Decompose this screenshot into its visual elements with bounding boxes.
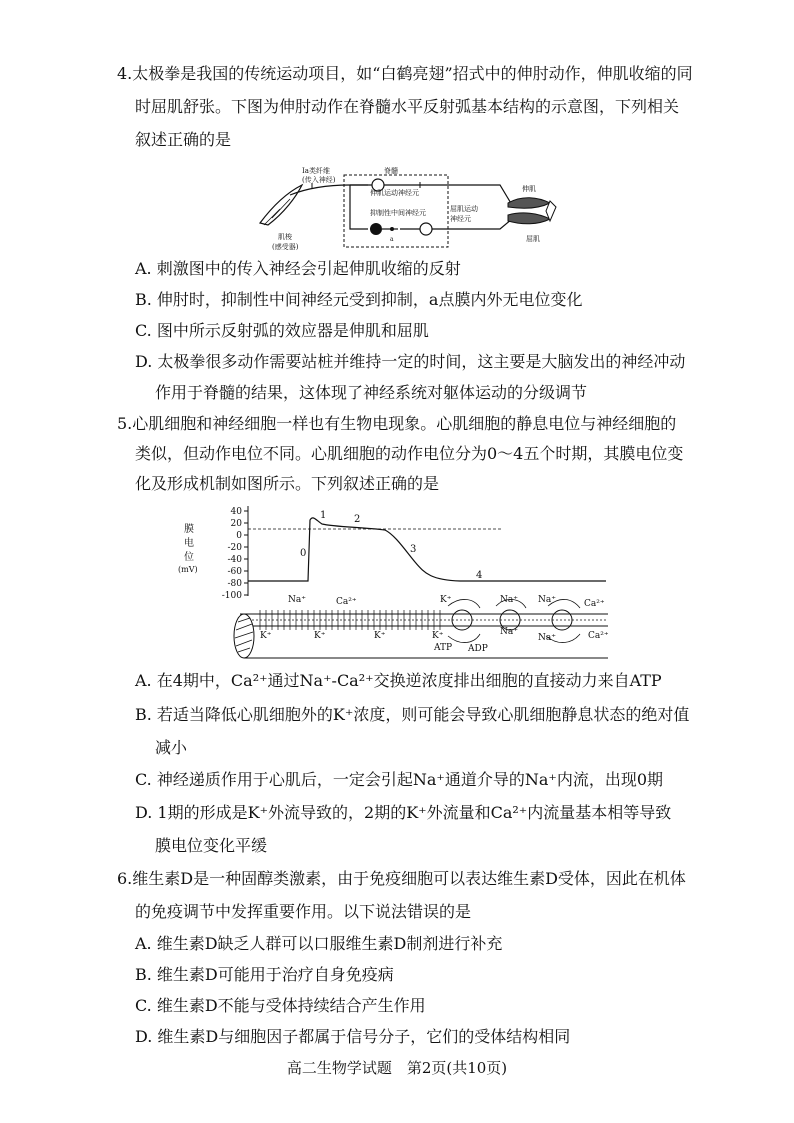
phase-3-label: 3: [410, 544, 417, 555]
q6-option-d: D. 维生素D与细胞因子都属于信号分子，它们的受体结构相同: [135, 1027, 571, 1046]
flexor-motor-label-1: 屈肌运动: [450, 205, 478, 213]
point-a-label: a: [390, 236, 394, 243]
q4-option-c: C. 图中所示反射弧的效应器是伸肌和屈肌: [135, 321, 429, 340]
q4-stem-line-2: 时屈肌舒张。下图为伸肘动作在脊髓水平反射弧基本结构的示意图，下列相关: [135, 97, 680, 116]
phase-1-label: 1: [320, 510, 327, 521]
ion-bottom-k-3: K⁺: [374, 631, 386, 641]
phase-0-label: 0: [300, 548, 307, 559]
q5-stem-line-1: 5.心肌细胞和神经细胞一样也有生物电现象。心肌细胞的静息电位与神经细胞的: [117, 414, 677, 433]
y-tick-label: -60: [227, 567, 242, 577]
ion-bottom-ca: Ca²⁺: [588, 631, 609, 641]
y-tick-label: -20: [227, 543, 242, 553]
flexor-motor-neuron: [420, 223, 432, 235]
q6-option-a: A. 维生素D缺乏人群可以口服维生素D制剂进行补充: [135, 934, 503, 953]
extensor-label: 伸肌: [522, 185, 536, 193]
q5-option-b-line-1: B. 若适当降低心肌细胞外的K⁺浓度，则可能会导致心肌细胞静息状态的绝对值: [135, 705, 690, 724]
q5-stem-line-3: 化及形成机制如图所示。下列叙述正确的是: [135, 474, 440, 493]
y-tick-label: -100: [221, 591, 242, 601]
inhibitory-label: 抑制性中间神经元: [370, 209, 426, 217]
y-tick-label: -80: [227, 579, 242, 589]
ylabel-1: 膜: [184, 524, 194, 535]
q5-option-a: A. 在4期中，Ca²⁺通过Na⁺-Ca²⁺交换逆浓度排出细胞的直接动力来自ATP: [135, 671, 662, 690]
q6-option-b: B. 维生素D可能用于治疗自身免疫病: [135, 965, 394, 984]
flexor-muscle: [508, 213, 550, 224]
ylabel-3: 位: [184, 552, 194, 563]
muscle-spindle-shape: [260, 185, 302, 225]
ion-bottom-k-2: K⁺: [314, 631, 326, 641]
page-footer: 高二生物学试题 第2页(共10页): [286, 1059, 508, 1077]
flexor-label: 屈肌: [526, 235, 540, 243]
ion-top-ca-2: Ca²⁺: [584, 599, 605, 609]
spinal-label: 脊髓: [384, 167, 398, 175]
ion-bottom-k-1: K⁺: [260, 631, 272, 641]
motor-extensor-label: 伸肌运动神经元: [370, 189, 419, 197]
inhibitory-interneuron: [370, 223, 382, 235]
phase-2-label: 2: [354, 514, 361, 525]
y-tick-label: 0: [236, 531, 242, 541]
y-tick-label: 20: [230, 519, 242, 529]
afferent-label-2: (传入神经): [302, 176, 336, 184]
ion-top-na-2: Na⁺: [500, 595, 518, 605]
ylabel-2: 电: [184, 538, 194, 549]
ion-top-na-3: Na⁺: [538, 595, 556, 605]
q4-option-a: A. 刺激图中的传入神经会引起伸肌收缩的反射: [135, 259, 461, 278]
q5-option-d-line-1: D. 1期的形成是K⁺外流导致的，2期的K⁺外流量和Ca²⁺内流量基本相等导致: [135, 803, 672, 822]
ion-top-ca-1: Ca²⁺: [336, 597, 357, 607]
spindle-label-2: (感受器): [272, 243, 299, 251]
action-potential-figure: [170, 500, 620, 666]
q5-option-d-line-2: 膜电位变化平缓: [155, 836, 268, 855]
q6-option-c: C. 维生素D不能与受体持续结合产生作用: [135, 996, 426, 1015]
afferent-fiber: [290, 185, 378, 195]
q6-stem-line-2: 的免疫调节中发挥重要作用。以下说法错误的是: [135, 902, 472, 921]
q4-option-d-line-1: D. 太极拳很多动作需要站桩并维持一定的时间，这主要是大脑发出的神经冲动: [135, 352, 686, 371]
y-tick-label: 40: [230, 507, 242, 517]
q4-option-d-line-2: 作用于脊髓的结果，这体现了神经系统对躯体运动的分级调节: [155, 383, 588, 402]
phase-4-label: 4: [476, 570, 483, 581]
q4-stem-line-3: 叙述正确的是: [135, 130, 232, 149]
q5-option-b-line-2: 减小: [155, 738, 188, 757]
y-tick-label: -40: [227, 555, 242, 565]
reflex-arc-diagram: [250, 163, 560, 258]
extensor-muscle: [508, 198, 550, 208]
point-a: [390, 227, 394, 231]
afferent-label-1: Ⅰa类纤维: [302, 167, 330, 175]
membrane-end-cap: [234, 614, 254, 658]
flexor-motor-label-2: 神经元: [450, 215, 471, 223]
y-ticks: [222, 507, 248, 601]
q5-stem-line-2: 类似，但动作电位不同。心肌细胞的动作电位分为0～4五个时期，其膜电位变: [135, 444, 684, 463]
ion-bottom-na-1: Na⁺: [500, 627, 518, 637]
q4-option-b: B. 伸肘时，抑制性中间神经元受到抑制，a点膜内外无电位变化: [135, 290, 583, 309]
ion-top-k: K⁺: [440, 595, 452, 605]
ion-bottom-k-4: K⁺: [432, 631, 444, 641]
q6-stem-line-1: 6.维生素D是一种固醇类激素，由于免疫细胞可以表达维生素D受体，因此在机体: [117, 869, 686, 888]
adp-label: ADP: [468, 644, 488, 654]
ion-top-na-1: Na⁺: [288, 595, 306, 605]
ion-bottom-na-2: Na⁺: [538, 633, 556, 643]
q4-stem-line-1: 4.太极拳是我国的传统运动项目，如“白鹤亮翅”招式中的伸肘动作，伸肌收缩的同: [117, 64, 693, 83]
spindle-label-1: 肌梭: [278, 233, 292, 241]
ylabel-4: (mV): [178, 565, 198, 574]
atp-label: ATP: [434, 643, 453, 653]
q5-option-c: C. 神经递质作用于心肌后，一定会引起Na⁺通道介导的Na⁺内流，出现0期: [135, 770, 663, 789]
